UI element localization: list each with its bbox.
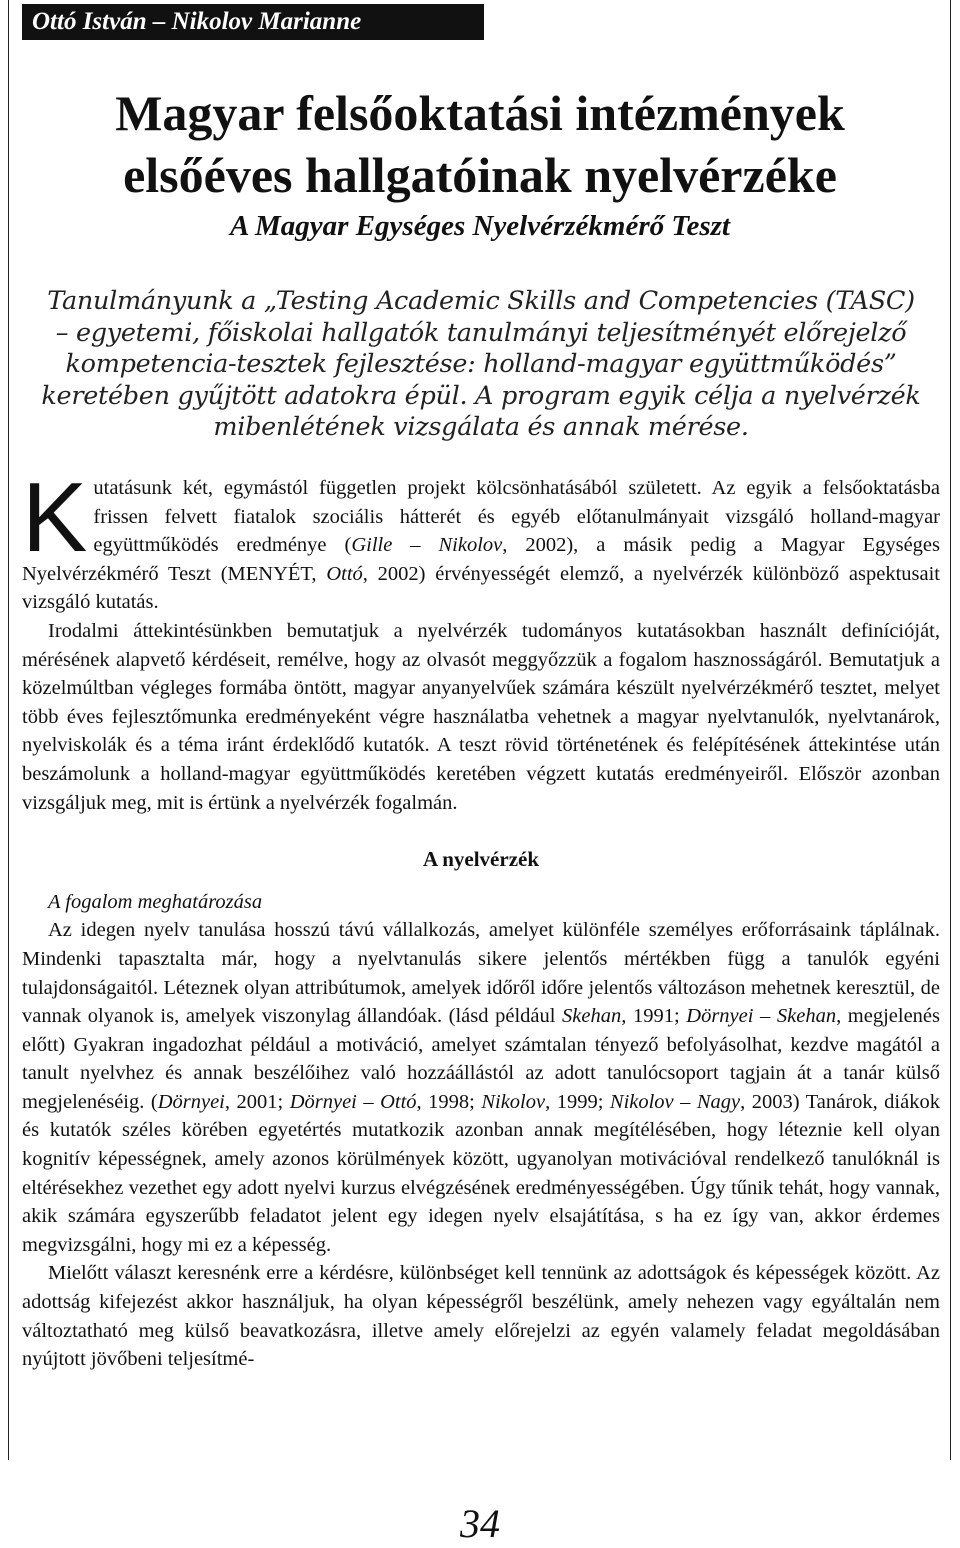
p3-text-b: , 1991; — [621, 1005, 687, 1028]
abstract — [26, 286, 936, 444]
citation: Nikolov – Nagy — [609, 1090, 741, 1113]
p1-text-a: utatásunk két, egymástól független projekt kölcsönhatásából született. Az egyik a felsőoktatásba frissen felvett fiatalok szociális hátterét és egyéb előtanulmányait vizsgáló holland-magyar együttműködés eredménye ( — [93, 477, 940, 557]
p3-text-a: Az idegen nyelv tanulása hosszú távú vállalkozás, amelyet különféle személyes erőforrásaink táplálnak. Mindenki tapasztalta már, hogy a nyelvtanulás sikere jelentős mértékben függ a tanulók egyéni tulajdonságaitól. Léteznek olyan attribútumok, amelyek időről időre jelentős változáson mehetnek keresztül, de vannak olyanok is, amelyek viszonylag állandóak. (lásd például — [22, 919, 940, 1028]
drop-cap: K — [22, 462, 88, 572]
abstract-line-1: Tanulmányunk a „Testing Academic Skills and Competencies (TASC) — [47, 286, 915, 316]
citation: Skehan — [562, 1005, 622, 1028]
abstract-line-2: – egyetemi, főiskolai hallgatók tanulmányi teljesítményét előrejelző — [55, 317, 907, 348]
abstract-line-4: keretében gyűjtött adatokra épül. A program egyik célja a nyelvérzék — [41, 380, 921, 411]
paragraph-1 — [22, 462, 940, 617]
title-line-1: Magyar felsőoktatási intézmények — [115, 85, 845, 141]
citation: Ottó — [326, 562, 363, 585]
citation: Dörnyei – Ottó — [289, 1090, 417, 1113]
author-header: Ottó István – Nikolov Marianne — [22, 4, 484, 40]
subsection-heading: A fogalom meghatározása — [48, 890, 263, 913]
p3-text-d: , 2001; — [224, 1090, 290, 1113]
abstract-line-3: kompetencia-tesztek fejlesztése: holland-magyar együttműködés” — [65, 349, 897, 379]
citation: Nikolov — [481, 1090, 546, 1113]
p3-text-c: , megjelenés előtt) Gyakran ingadozhat például a motiváció, amelyet számtalan tényező befolyásolhat, kezdve magától a tanult nyelvhez és annak beszélőihez való hozzáállástól az adott tanulócsoport tagjain át a tanár külső megjelenéséig. ( — [22, 1005, 941, 1113]
citation: Dörnyei — [157, 1090, 225, 1113]
citation: Gille – Nikolov — [351, 534, 503, 557]
article-body — [22, 462, 941, 1374]
article-title — [0, 82, 960, 206]
p1-text-c: , 2002) érvényességét elemző, a nyelvérzék különböző aspektusait vizsgáló kutatás. — [22, 562, 940, 614]
paragraph-4: Mielőtt választ keresnénk erre a kérdésre, különbséget kell tennünk az adottságok és képességek között. Az adottság kifejezést akkor használjuk, ha olyan képességről beszélünk, amely nehezen vagy egyáltalán nem változtatható meg külső beavatkozásra, illetve amely előrejelzi az egyén valamely feladat megoldásában nyújtott jövőbeni teljesítmé- — [22, 1262, 940, 1371]
article-subtitle: A Magyar Egységes Nyelvérzékmérő Teszt — [230, 210, 730, 242]
p1-text-b: , 2002), a másik pedig a Magyar Egységes Nyelvérzékmérő Teszt (MENYÉT, — [22, 534, 940, 585]
page-number: 34 — [460, 1501, 500, 1546]
title-line-2: elsőéves hallgatóinak nyelvérzéke — [123, 147, 837, 203]
p3-text-f: , 1999; — [545, 1090, 610, 1113]
citation: Dörnyei – Skehan — [686, 1005, 837, 1028]
paragraph-2: Irodalmi áttekintésünkben bemutatjuk a nyelvérzék tudományos kutatásokban használt definícióját, mérésének alapvető kérdéseit, remélve, hogy az olvasót meggyőzzük a fogalom hasznosságáról. Bemutatjuk a közelmúltban végleges formába öntött, magyar anyanyelvűek számára készült nyelvérzékmérő tesztet, melyet több éves fejlesztőmunka eredményeként végre használatba vehetnek a magyar nyelvtanulók, nyelvtanárok, nyelviskolák és a téma iránt érdeklődő kutatók. A teszt rövid történetének és felépítésének áttekintése után beszámolunk a holland-magyar együttműködés keretében végzett kutatás eredményeiről. Először azonban vizsgáljuk meg, mit is értünk a nyelvérzék fogalmán. — [22, 619, 940, 814]
p3-text-e: , 1998; — [416, 1090, 482, 1113]
p3-text-g: , 2003) Tanárok, diákok és kutatók széles körében egyetértés mutatkozik azonban annak megítélésében, hogy léteznie kell olyan kognitív képességnek, amely azonos körülmények között, ugyanolyan motivációval rendelkező tanulóknál is eltérésekhez vezethet egy adott nyelvi kurzus elvégzésének eredményességében. Úgy tűnik tehát, hogy vannak, akik számára egyszerűbb feladatot jelent egy idegen nyelv elsajátítása, s ha ez így van, akkor érdemes megvizsgálni, hogy mi ez a képesség. — [22, 1090, 940, 1256]
abstract-line-5: mibenlétének vizsgálata és annak mérése. — [213, 412, 749, 442]
section-heading: A nyelvérzék — [422, 847, 540, 872]
paragraph-3 — [22, 916, 940, 1259]
